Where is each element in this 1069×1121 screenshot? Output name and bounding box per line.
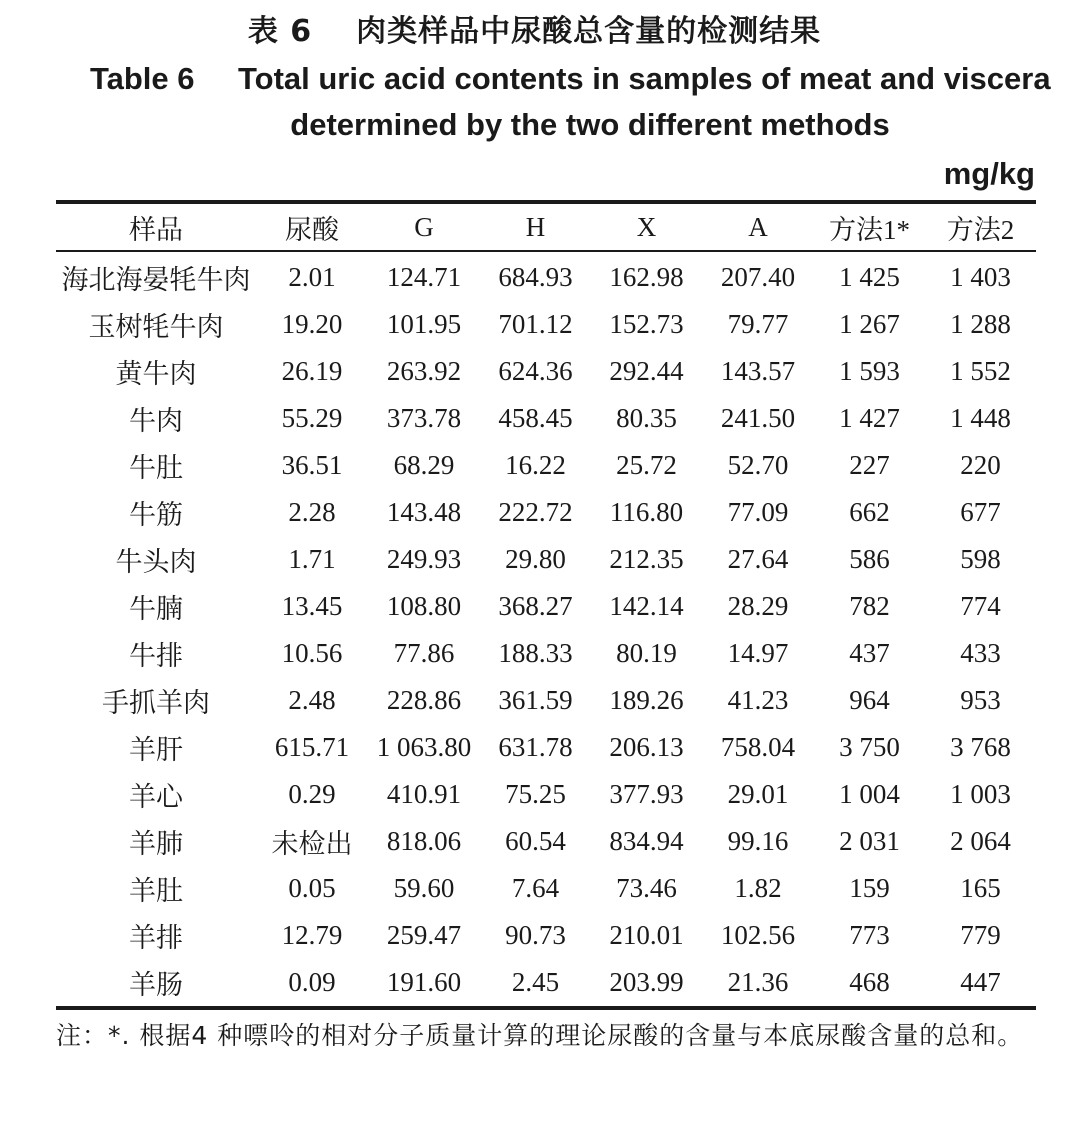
sample-name-cell: 牛肚 [129,453,183,483]
sample-name-cell: 海北海晏牦牛肉 [61,265,251,295]
sample-name-cell: 羊心 [129,782,183,812]
value-cell: 249.93 [386,544,462,574]
value-cell: 1 427 [839,403,900,433]
value-cell: 773 [849,920,890,950]
value-cell: 203.99 [609,967,684,997]
value-cell: 189.26 [609,685,684,715]
value-cell: 0.05 [288,873,336,903]
value-cell: 29.01 [727,779,789,809]
table-row [56,771,1036,818]
value-cell: 152.73 [609,309,684,339]
value-cell: 13.45 [281,591,343,621]
value-cell: 80.35 [616,403,677,433]
value-cell: 964 [849,685,890,715]
column-header: H [525,211,546,242]
table-row [56,251,1036,301]
value-cell: 662 [849,497,890,527]
value-cell: 1 004 [839,779,900,809]
value-cell: 953 [960,685,1001,715]
table-row [56,301,1036,348]
value-cell: 782 [849,591,890,621]
value-cell: 227 [849,450,890,480]
value-cell: 433 [960,638,1001,668]
value-cell: 未检出 [271,829,353,859]
value-cell: 220 [960,450,1001,480]
value-cell: 3 768 [950,732,1011,762]
unit-label: mg/kg [943,156,1035,191]
value-cell: 758.04 [720,732,796,762]
sample-name-cell: 羊排 [129,923,183,953]
value-cell: 0.29 [288,779,336,809]
value-cell: 79.77 [727,309,789,339]
value-cell: 468 [849,967,890,997]
value-cell: 361.59 [498,685,573,715]
value-cell: 99.16 [727,826,789,856]
column-header: 方法1* [829,214,910,245]
value-cell: 27.64 [727,544,789,574]
value-cell: 14.97 [727,638,789,668]
value-cell: 7.64 [511,873,560,903]
value-cell: 41.23 [727,685,789,715]
sample-name-cell: 羊肠 [129,970,183,1000]
value-cell: 143.57 [720,356,796,386]
table-row [56,536,1036,583]
table-row [56,912,1036,959]
value-cell: 77.86 [393,638,455,668]
caption-en-title-line1: Total uric acid contents in samples of meat and viscera [238,61,1051,96]
sample-name-cell: 手抓羊肉 [102,688,210,718]
value-cell: 1 593 [839,356,900,386]
value-cell: 80.19 [616,638,677,668]
value-cell: 52.70 [727,450,789,480]
column-header: 样品 [129,214,183,245]
value-cell: 108.80 [386,591,462,621]
column-header: X [636,211,657,242]
value-cell: 458.45 [498,403,573,433]
value-cell: 1 267 [839,309,900,339]
value-cell: 36.51 [281,450,343,480]
value-cell: 1 552 [950,356,1011,386]
value-cell: 68.29 [393,450,455,480]
value-cell: 701.12 [498,309,573,339]
value-cell: 437 [849,638,890,668]
column-header: G [414,211,434,242]
value-cell: 292.44 [609,356,684,386]
sample-name-cell: 牛腩 [129,594,183,624]
value-cell: 818.06 [386,826,462,856]
sample-name-cell: 牛筋 [129,500,183,530]
column-header: 尿酸 [285,214,339,245]
value-cell: 207.40 [720,262,796,292]
value-cell: 210.01 [609,920,684,950]
value-cell: 3 750 [839,732,900,762]
value-cell: 1 003 [950,779,1011,809]
table-row [56,677,1036,724]
value-cell: 55.29 [281,403,343,433]
value-cell: 25.72 [616,450,677,480]
value-cell: 228.86 [386,685,462,715]
table-body [56,251,1036,1008]
value-cell: 206.13 [609,732,684,762]
value-cell: 1.71 [288,544,336,574]
caption-zh-title: 肉类样品中尿酸总含量的检测结果 [356,14,822,49]
column-header: A [748,211,768,242]
value-cell: 624.36 [498,356,573,386]
value-cell: 2.48 [288,685,336,715]
value-cell: 116.80 [609,497,684,527]
value-cell: 1 288 [950,309,1011,339]
column-header: 方法2 [946,214,1015,245]
table-row [56,630,1036,677]
value-cell: 21.36 [727,967,789,997]
value-cell: 615.71 [274,732,350,762]
value-cell: 10.56 [281,638,343,668]
caption-en-number: Table 6 [90,61,195,96]
value-cell: 162.98 [609,262,684,292]
value-cell: 212.35 [609,544,684,574]
value-cell: 101.95 [386,309,462,339]
value-cell: 77.09 [727,497,789,527]
caption-zh [0,10,1069,54]
value-cell: 90.73 [505,920,566,950]
table-row [56,959,1036,1008]
table-row [56,724,1036,771]
table-row [56,442,1036,489]
table-row [56,395,1036,442]
value-cell: 159 [849,873,890,903]
value-cell: 1.82 [734,873,782,903]
value-cell: 241.50 [720,403,796,433]
value-cell: 165 [960,873,1001,903]
value-cell: 598 [960,544,1001,574]
sample-name-cell: 羊肚 [129,876,183,906]
value-cell: 0.09 [288,967,336,997]
value-cell: 2.28 [288,497,336,527]
value-cell: 834.94 [609,826,684,856]
value-cell: 1 063.80 [376,732,472,762]
value-cell: 447 [960,967,1001,997]
value-cell: 73.46 [616,873,677,903]
value-cell: 1 425 [839,262,900,292]
value-cell: 368.27 [498,591,573,621]
value-cell: 631.78 [498,732,573,762]
value-cell: 59.60 [393,873,455,903]
sample-name-cell: 羊肺 [129,829,183,859]
value-cell: 29.80 [505,544,566,574]
value-cell: 26.19 [281,356,343,386]
table-row [56,489,1036,536]
value-cell: 586 [849,544,890,574]
table-row [56,865,1036,912]
value-cell: 774 [960,591,1001,621]
value-cell: 143.48 [386,497,462,527]
sample-name-cell: 牛排 [129,641,183,671]
value-cell: 2.01 [288,262,336,292]
value-cell: 2 031 [839,826,900,856]
value-cell: 12.79 [281,920,343,950]
value-cell: 2 064 [950,826,1011,856]
sample-name-cell: 羊肝 [129,735,183,765]
table-header-row [56,202,1036,251]
value-cell: 60.54 [505,826,566,856]
sample-name-cell: 黄牛肉 [115,359,197,389]
value-cell: 124.71 [386,262,462,292]
value-cell: 2.45 [511,967,560,997]
caption-zh-number: 表 6 [247,14,313,49]
value-cell: 222.72 [498,497,573,527]
value-cell: 259.47 [386,920,462,950]
table-row [56,348,1036,395]
value-cell: 75.25 [505,779,566,809]
value-cell: 28.29 [727,591,789,621]
sample-name-cell: 牛肉 [129,406,183,436]
value-cell: 373.78 [386,403,462,433]
value-cell: 142.14 [609,591,684,621]
value-cell: 188.33 [498,638,573,668]
caption-en-title-line2: determined by the two different methods [290,107,890,142]
value-cell: 684.93 [498,262,573,292]
value-cell: 191.60 [386,967,462,997]
table-row [56,818,1036,865]
value-cell: 102.56 [720,920,796,950]
value-cell: 1 403 [950,262,1011,292]
value-cell: 410.91 [386,779,462,809]
value-cell: 377.93 [609,779,684,809]
results-table [56,200,1036,1010]
table-row [56,583,1036,630]
value-cell: 19.20 [281,309,343,339]
value-cell: 16.22 [505,450,566,480]
table-footnote: 注：*. 根据4 种嘌呤的相对分子质量计算的理论尿酸的含量与本底尿酸含量的总和。 [56,1021,1024,1050]
value-cell: 1 448 [950,403,1011,433]
value-cell: 263.92 [386,356,462,386]
value-cell: 779 [960,920,1001,950]
sample-name-cell: 玉树牦牛肉 [88,312,224,342]
value-cell: 677 [960,497,1001,527]
sample-name-cell: 牛头肉 [115,547,197,577]
